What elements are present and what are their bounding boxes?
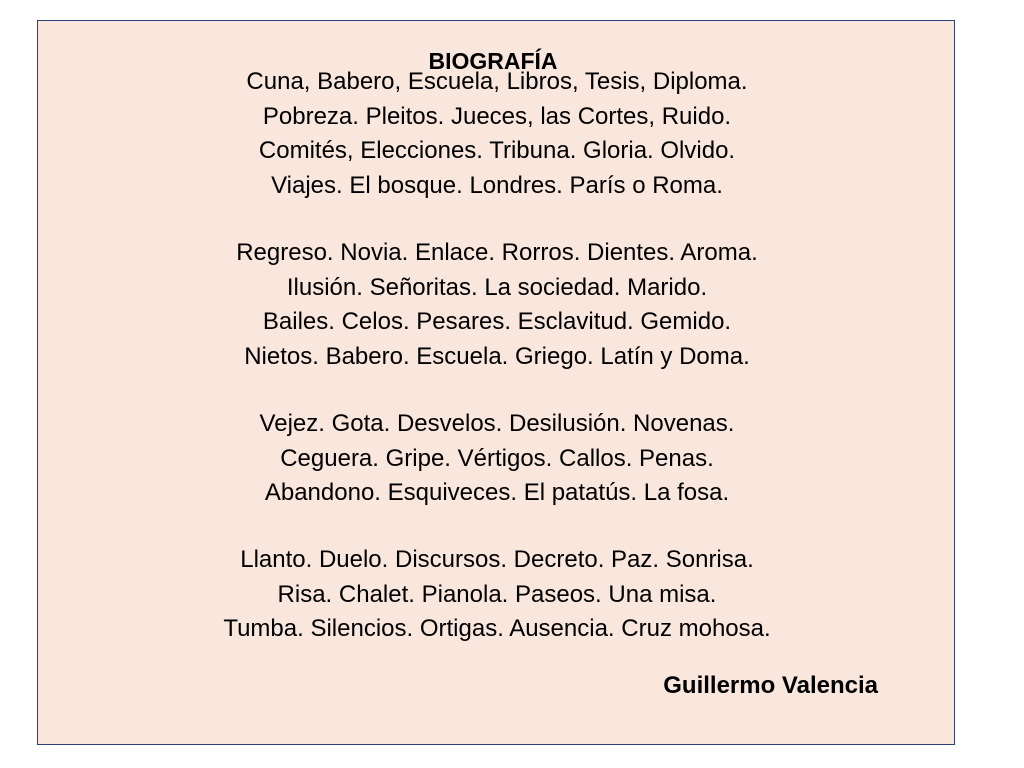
verse-line: Tumba. Silencios. Ortigas. Ausencia. Cruz mohosa.: [223, 615, 771, 642]
verse-line: Abandono. Esquiveces. El patatús. La fosa.: [264, 479, 730, 506]
stanza-1: [38, 65, 956, 203]
verse-line: Cuna, Babero, Escuela, Libros, Tesis, Diploma.: [246, 68, 748, 95]
verse-line: Nietos. Babero. Escuela. Griego. Latín y Doma.: [244, 342, 750, 370]
verse-line: Vejez. Gota. Desvelos. Desilusión. Novenas.: [259, 410, 735, 437]
verse-line: Risa. Chalet. Pianola. Paseos. Una misa.: [277, 580, 717, 608]
poem-box: [37, 20, 955, 745]
stanza-3: [38, 407, 956, 511]
stanza-2: [38, 236, 956, 374]
verse-line: Llanto. Duelo. Discursos. Decreto. Paz. Sonrisa.: [240, 546, 754, 573]
verse-line: Viajes. El bosque. Londres. París o Roma.: [271, 171, 723, 199]
verse-line: Pobreza. Pleitos. Jueces, las Cortes, Ruido.: [262, 102, 732, 130]
stanza-4: [38, 543, 956, 647]
verse-line: Bailes. Celos. Pesares. Esclavitud. Gemido.: [262, 308, 732, 335]
verse-line: Regreso. Novia. Enlace. Rorros. Dientes. Aroma.: [236, 239, 758, 266]
poem-title-text: BIOGRAFÍA: [428, 48, 558, 74]
verse-line: Comités, Elecciones. Tribuna. Gloria. Olvido.: [258, 137, 736, 164]
verse-line: Ilusión. Señoritas. La sociedad. Marido.: [286, 273, 708, 301]
poem-author: Guillermo Valencia: [663, 672, 878, 699]
verse-line: Ceguera. Gripe. Vértigos. Callos. Penas.: [280, 444, 714, 472]
